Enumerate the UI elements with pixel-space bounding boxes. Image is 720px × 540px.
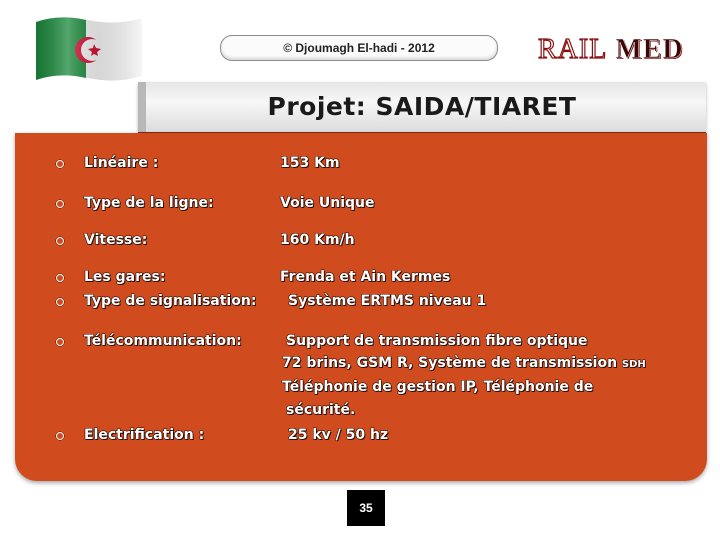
brand-med-text: MED [615,34,684,65]
value-telecom-line-2-text: 72 brins, GSM R, Système de transmission [282,355,618,371]
bullet-icon [56,274,64,282]
label-telecom: Télécommunication: [84,333,242,349]
brand-logo [538,34,684,68]
brand-rail-text: RAIL [538,34,608,65]
value-telecom-line-2 [282,355,646,371]
algeria-flag-icon [30,12,146,86]
value-lineaire: 153 Km [280,155,340,171]
value-type-ligne: Voie Unique [280,195,375,211]
label-vitesse: Vitesse: [84,232,148,248]
label-electrification: Electrification : [84,427,205,443]
value-telecom-line-4: sécurité. [286,402,356,418]
bullet-icon [56,237,64,245]
bullet-icon [56,160,64,168]
bullet-icon [56,432,64,440]
value-gares: Frenda et Ain Kermes [280,269,451,285]
bullet-icon [56,298,64,306]
page-title: Projet: SAIDA/TIARET [267,92,577,121]
label-gares: Les gares: [84,269,166,285]
bullet-icon [56,200,64,208]
title-bar [138,82,706,135]
value-telecom-line-1: Support de transmission fibre optique [286,333,588,349]
page-number: 35 [347,490,385,526]
label-signalisation: Type de signalisation: [84,293,257,309]
value-telecom-sdh: SDH [621,359,646,370]
value-signalisation: Système ERTMS niveau 1 [288,293,487,309]
bullet-icon [56,338,64,346]
label-type-ligne: Type de la ligne: [84,195,214,211]
copyright-label: © Djoumagh El-hadi - 2012 [220,35,498,61]
value-electrification: 25 kv / 50 hz [288,427,389,443]
label-lineaire: Linéaire : [84,155,159,171]
value-vitesse: 160 Km/h [280,232,355,248]
value-telecom-line-3: Téléphonie de gestion IP, Téléphonie de [282,379,594,395]
